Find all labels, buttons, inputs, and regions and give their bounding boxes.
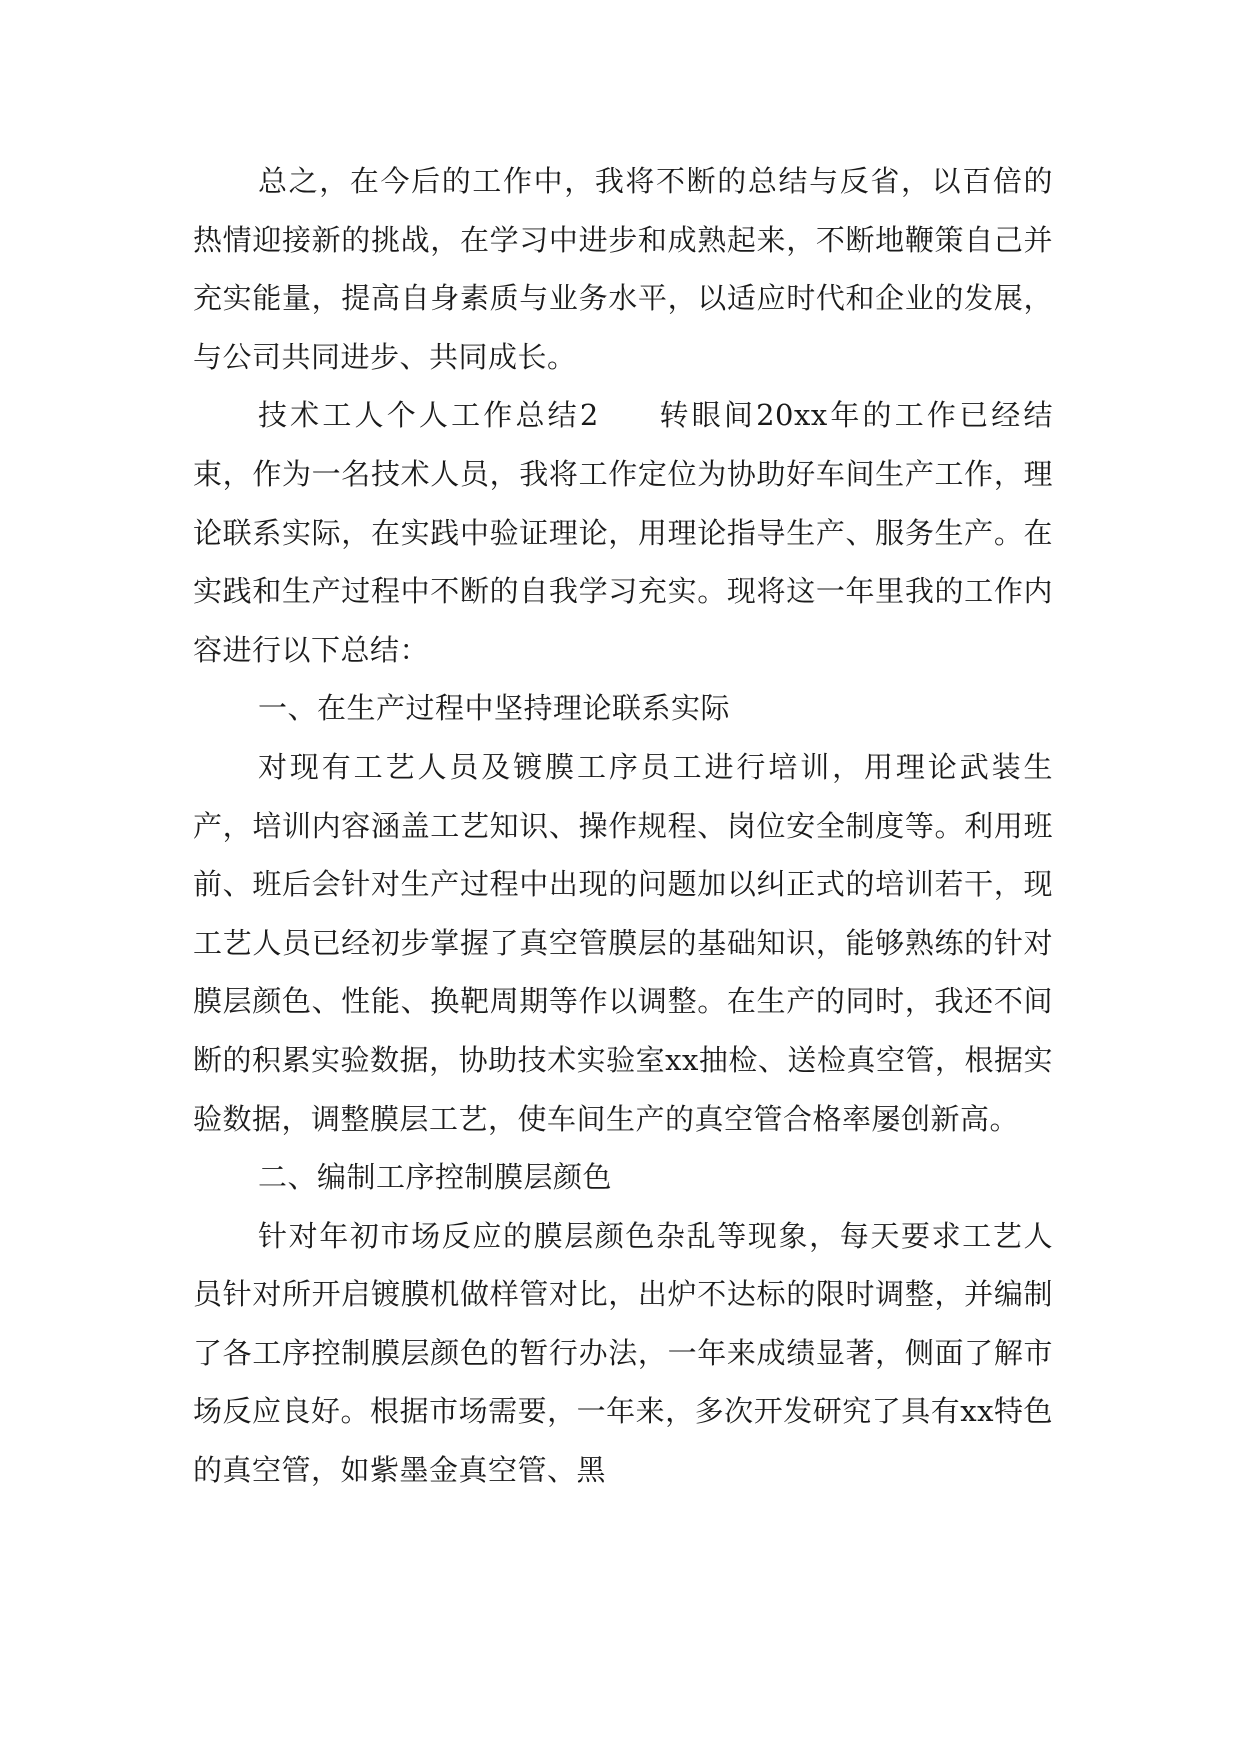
section-title: 技术工人个人工作总结2 [258,398,599,433]
heading-one: 一、在生产过程中坚持理论联系实际 [258,691,731,726]
paragraph-summary-2 [193,386,1053,679]
paragraph-training: 对现有工艺人员及镀膜工序员工进行培训，用理论武装生产，培训内容涵盖工艺知识、操作规程、岗位安全制度等。利用班前、班后会针对生产过程中出现的问题加以纠正式的培训若干，现工艺人员已经初步掌握了真空管膜层的基础知识，能够熟练的针对膜层颜色、性能、换靶周期等作以调整。在生产的同时，我还不间断的积累实验数据，协助技术实验室xx抽检、送检真空管，根据实验数据，调整膜层工艺，使车间生产的真空管合格率屡创新高。 [193,749,1053,1136]
document-page [193,152,1053,1500]
section-intro: 转眼间20xx年的工作已经结束，作为一名技术人员，我将工作定位为协助好车间生产工作，理论联系实际，在实践中验证理论，用理论指导生产、服务生产。在实践和生产过程中不断的自我学习充实。现将这一年里我的工作内容进行以下总结： [193,398,1053,667]
paragraph-conclusion: 总之，在今后的工作中，我将不断的总结与反省，以百倍的热情迎接新的挑战，在学习中进步和成熟起来，不断地鞭策自己并充实能量，提高自身素质与业务水平，以适应时代和企业的发展，与公司共同进步、共同成长。 [193,164,1053,374]
paragraph-color-control: 针对年初市场反应的膜层颜色杂乱等现象，每天要求工艺人员针对所开启镀膜机做样管对比，出炉不达标的限时调整，并编制了各工序控制膜层颜色的暂行办法，一年来成绩显著，侧面了解市场反应良好。根据市场需要，一年来，多次开发研究了具有xx特色的真空管，如紫墨金真空管、黑 [193,1218,1053,1488]
heading-two: 二、编制工序控制膜层颜色 [258,1160,613,1195]
